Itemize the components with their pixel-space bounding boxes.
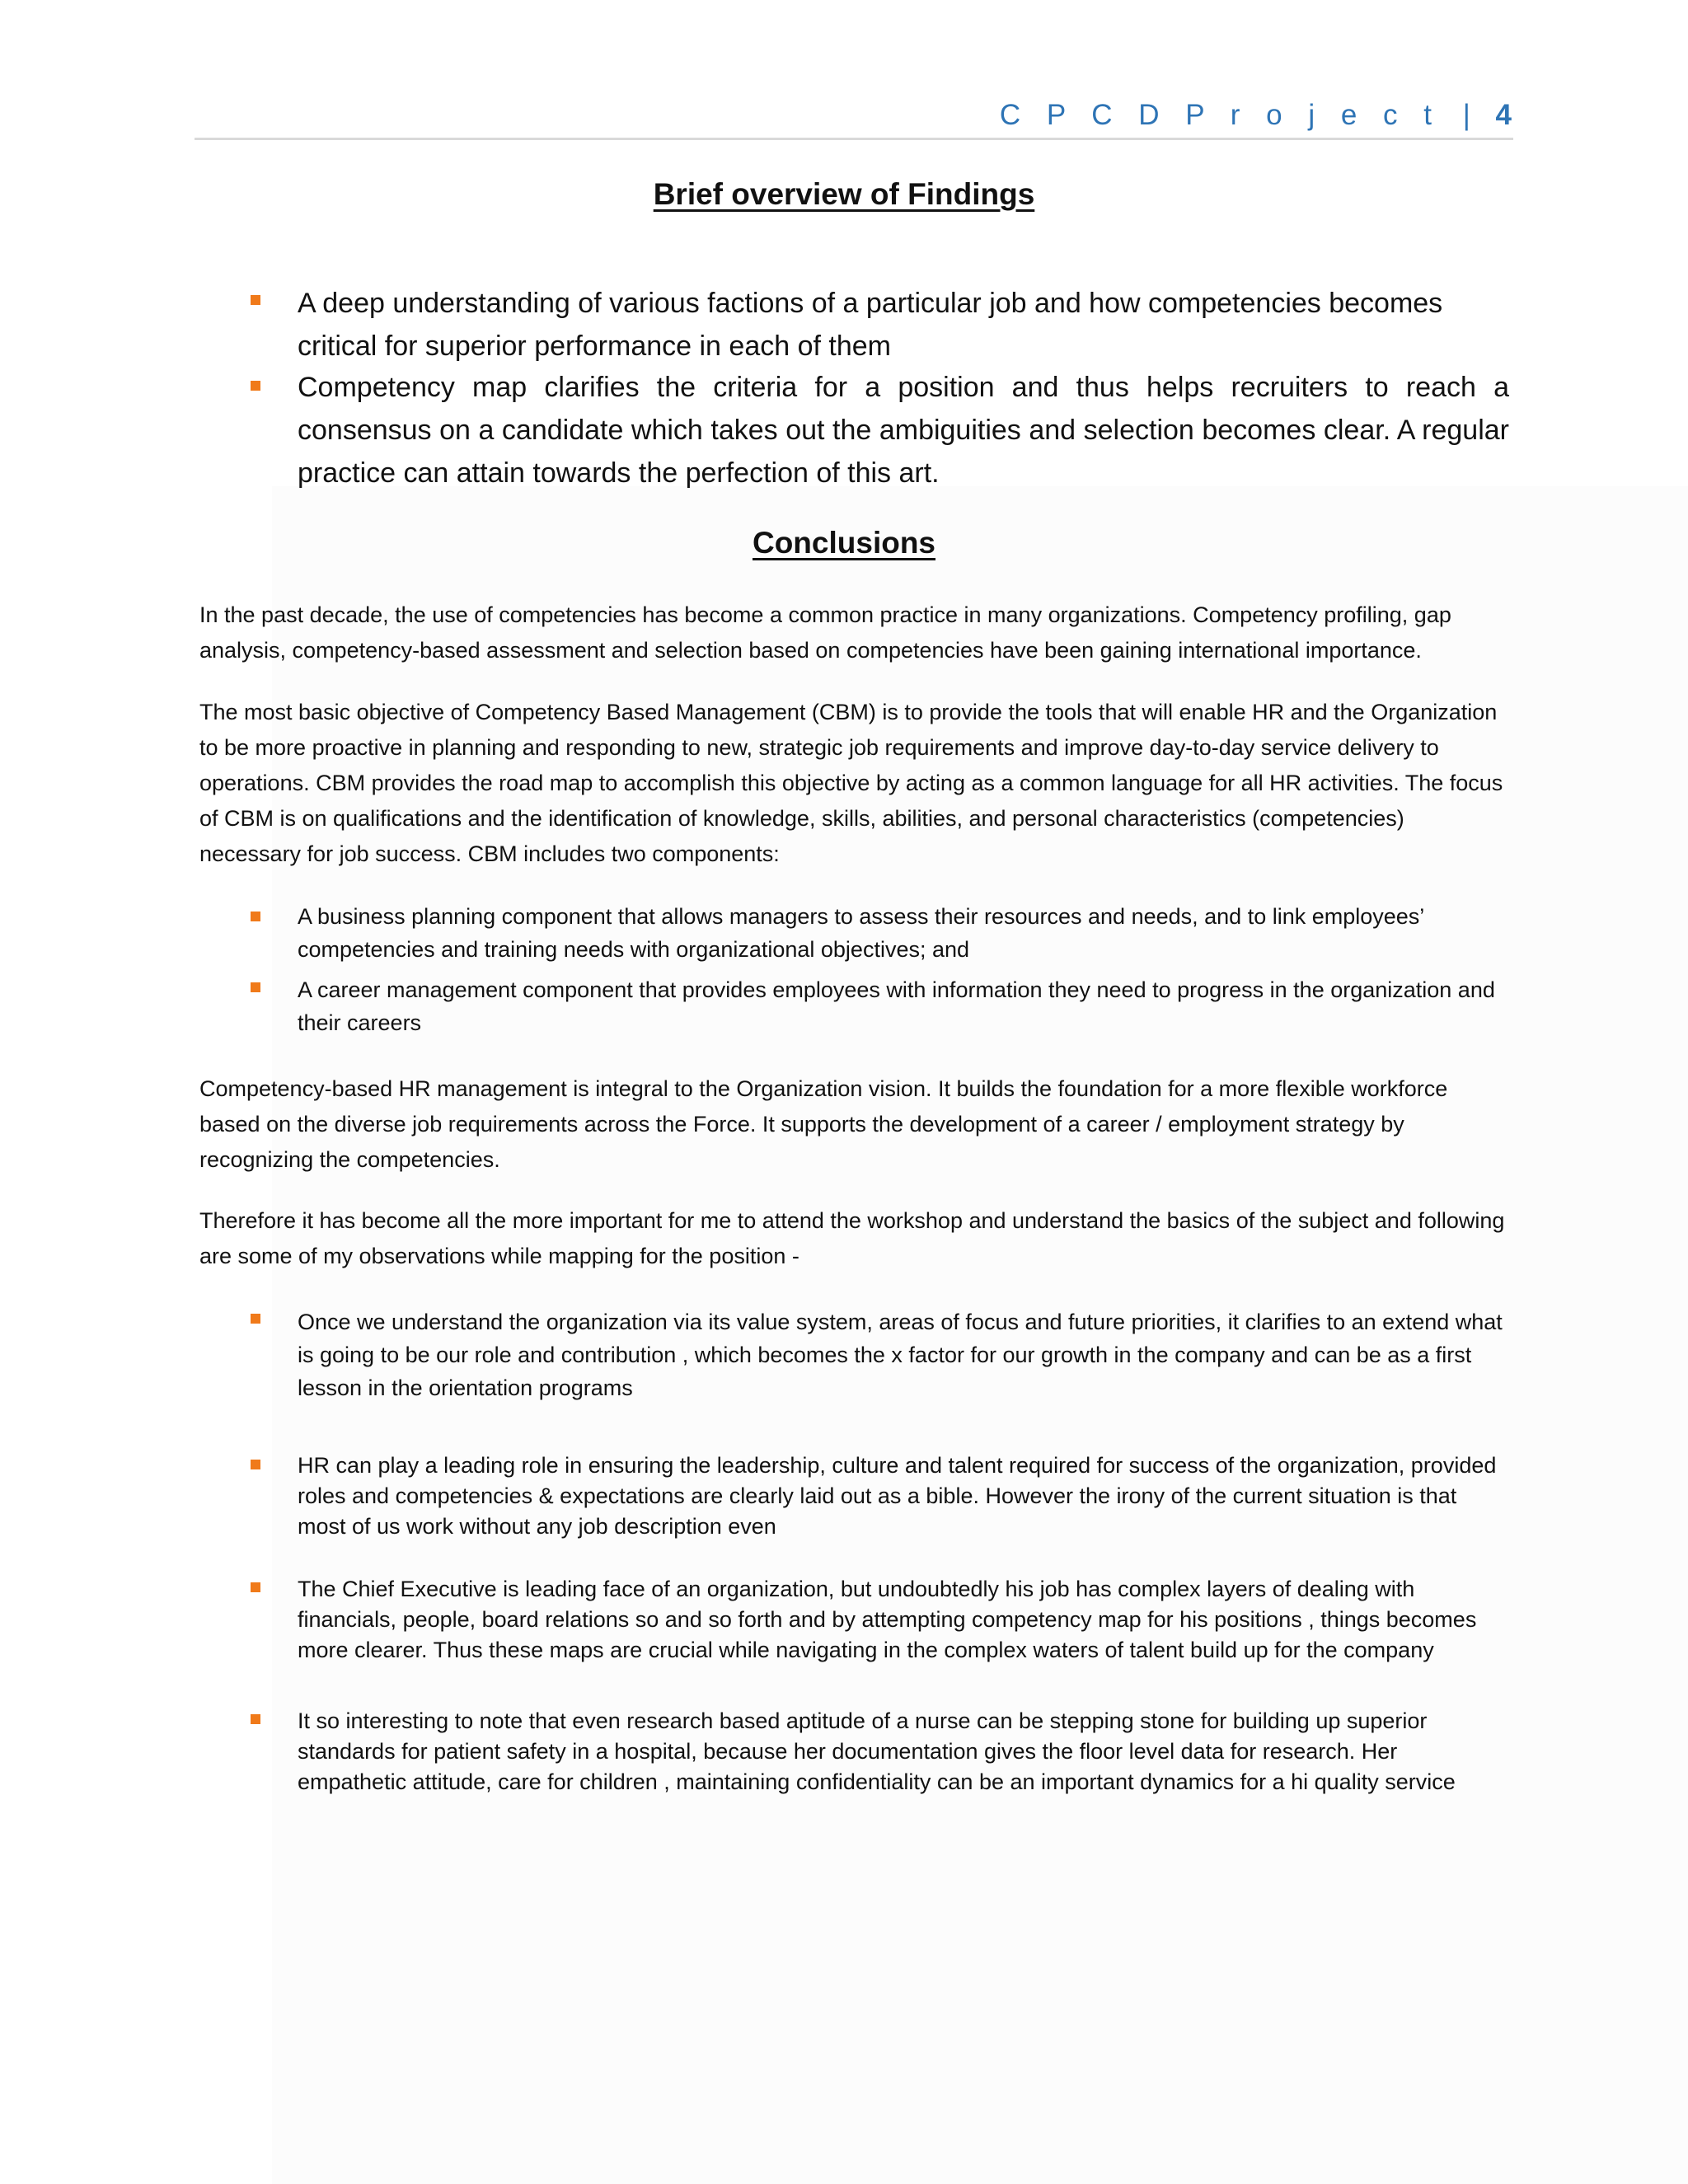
bullet-icon <box>251 982 260 992</box>
header-separator: | <box>1462 99 1470 131</box>
page-header <box>1000 99 1512 132</box>
bullet-icon <box>251 381 260 391</box>
findings-item-1: A deep understanding of various factions of a particular job and how competencies becomes critical for superior performance in each of them <box>298 288 1443 362</box>
observation-1: Once we understand the organization via its value system, areas of focus and future priorities, it clarifies to an extend what is going to be our role and contribution , which becomes the x factor for our growth in the company and can be as a first lesson in the orientation programs <box>298 1310 1503 1400</box>
bullet-icon <box>251 1714 260 1724</box>
observation-2: HR can play a leading role in ensuring the leadership, culture and talent required for success of the organization, provided roles and competencies & expectations are clearly laid out as a bible. However the irony of the current situation is that most of us work without any job description even <box>298 1453 1497 1539</box>
observation-3: The Chief Executive is leading face of an organization, but undoubtedly his job has complex layers of dealing with financials, people, board relations so and so forth and by attempting competency map for his positions , things becomes more clearer. Thus these maps are crucial while navigating in the complex waters of talent build up for the company <box>298 1577 1477 1662</box>
cbm-component-2: A career management component that provides employees with information they need to progress in the organization and their careers <box>298 977 1495 1035</box>
conclusions-paragraph-4: Therefore it has become all the more important for me to attend the workshop and understand the basics of the subject and following are some of my observations while mapping for the position - <box>199 1208 1505 1268</box>
cbm-component-1: A business planning component that allows managers to assess their resources and needs, and to link employees’ competencies and training needs with organizational objectives; and <box>298 904 1424 962</box>
bullet-icon <box>251 1314 260 1324</box>
observation-4: It so interesting to note that even research based aptitude of a nurse can be stepping stone for building up superior standards for patient safety in a hospital, because her documentation gives the floor level data for research. Her empathetic attitude, care for children , maintaining confidentiality can be an important dynamics for a hi quality service <box>298 1708 1456 1794</box>
conclusions-paragraph-2: The most basic objective of Competency Based Management (CBM) is to provide the tools that will enable HR and the Organization to be more proactive in planning and responding to new, strategic job requirements and improve day-to-day service delivery to operations. CBM provides the road map to accomplish this objective by acting as a common language for all HR activities. The focus of CBM is on qualifications and the identification of knowledge, skills, abilities, and personal characteristics (competencies) necessary for job success. CBM includes two components: <box>199 700 1503 866</box>
bullet-icon <box>251 1582 260 1592</box>
conclusions-paragraph-1: In the past decade, the use of competencies has become a common practice in many organizations. Competency profiling, gap analysis, competency-based assessment and selection based on competencies have been gaining international importance. <box>199 602 1451 663</box>
header-divider <box>195 138 1513 140</box>
findings-item-2: Competency map clarifies the criteria for a position and thus helps recruiters to reach a consensus on a candidate which takes out the ambiguities and selection becomes clear. A regular practice can attain towards the perfection of this art. <box>298 372 1509 489</box>
bullet-icon <box>251 912 260 921</box>
header-project-title: C P C D P r o j e c t <box>999 99 1441 131</box>
bullet-icon <box>251 295 260 305</box>
conclusions-paragraph-3: Competency-based HR management is integral to the Organization vision. It builds the foundation for a more flexible workforce based on the diverse job requirements across the Force. It supports the development of a career / employment strategy by recognizing the competencies. <box>199 1076 1448 1172</box>
conclusions-heading: Conclusions <box>752 526 936 560</box>
page-number: 4 <box>1495 99 1512 131</box>
bullet-icon <box>251 1460 260 1469</box>
findings-heading: Brief overview of Findings <box>653 177 1035 211</box>
